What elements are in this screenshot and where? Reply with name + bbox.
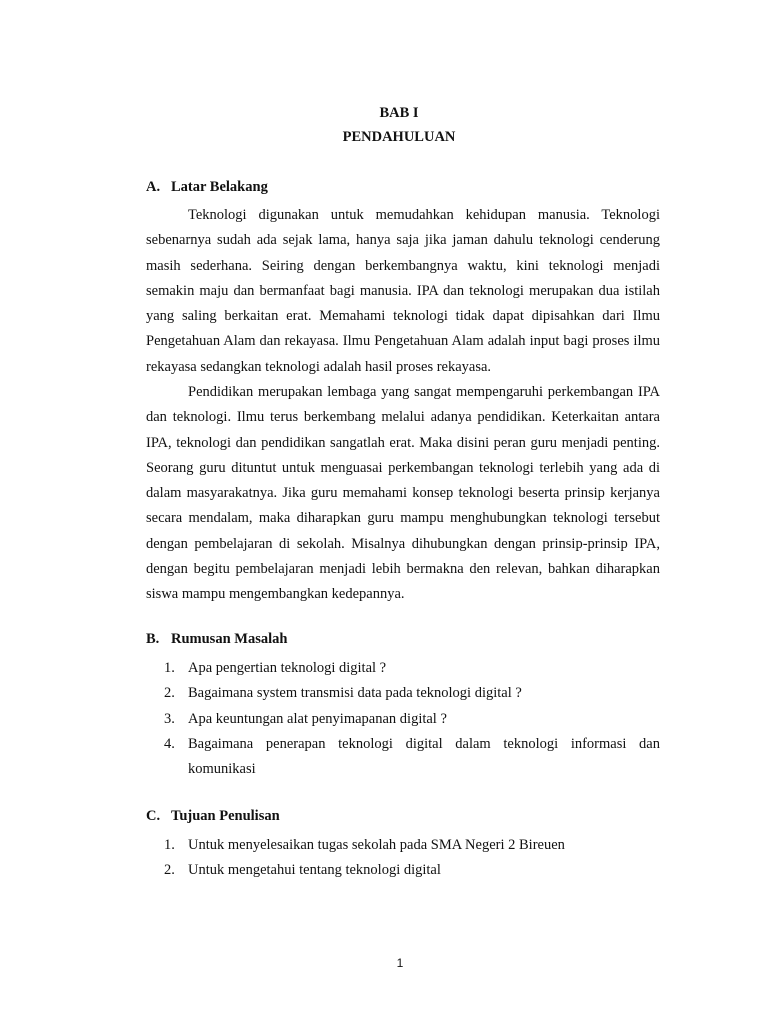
section-letter: B.: [146, 631, 160, 647]
section-heading-tujuan-penulisan: [146, 808, 280, 825]
paragraph-latar-belakang-1: Teknologi digunakan untuk memudahkan kehidupan manusia. Teknologi sebenarnya sudah ada sejak lama, hanya saja jika jaman dahulu teknologi cenderung masih sederhana. Seiring dengan berkembangnya waktu, kini teknologi menjadi semakin maju dan bermanfaat bagi manusia. IPA dan teknologi merupakan dua istilah yang saling berkaitan erat. Memahami teknologi tidak dapat dipisahkan dari Ilmu Pengetahuan Alam dan rekayasa. Ilmu Pengetahuan Alam adalah input bagi proses ilmu rekayasa sedangkan teknologi adalah hasil proses rekayasa.: [146, 207, 660, 375]
list-number: 1.: [164, 837, 175, 853]
chapter-number: BAB I: [379, 105, 419, 121]
list-text: Apa pengertian teknologi digital ?: [188, 660, 387, 676]
list-item: [164, 656, 660, 681]
list-text: Apa keuntungan alat penyimapanan digital ?: [188, 710, 447, 727]
list-item: [164, 858, 660, 883]
paragraph-latar-belakang-2: Pendidikan merupakan lembaga yang sangat mempengaruhi perkembangan IPA dan teknologi. Ilmu terus berkembang melalui adanya pendidikan. Keterkaitan antara IPA, teknologi dan pendidikan sangatlah erat. Maka disini peran guru menjadi penting. Seorang guru dituntut untuk menguasai perkembangan teknologi terlebih yang ada di dalam masyarakatnya. Jika guru memahami konsep teknologi beserta prinsip kerjanya secara mendalam, maka diharapkan guru mampu menghubungkan teknologi tersebut dengan pembelajaran di sekolah. Misalnya dihubungkan dengan prinsip-prinsip IPA, dengan begitu pembelajaran menjadi lebih bermakna den relevan, bahkan diharapkan siswa mampu mengembangkan kedepannya.: [146, 384, 660, 603]
tujuan-penulisan-list: [164, 833, 660, 884]
section-title: Latar Belakang: [171, 179, 268, 195]
page-number: 1: [396, 956, 404, 970]
list-item: [164, 833, 660, 858]
list-item: [164, 707, 660, 732]
chapter-title: PENDAHULUAN: [342, 129, 456, 145]
section-title: Tujuan Penulisan: [171, 808, 280, 824]
list-item: [164, 732, 660, 783]
section-letter: A.: [146, 179, 161, 195]
list-number: 3.: [164, 710, 175, 727]
section-title: Rumusan Masalah: [171, 631, 288, 647]
list-number: 2.: [164, 685, 175, 702]
section-heading-rumusan-masalah: [146, 631, 287, 648]
rumusan-masalah-list: [164, 656, 660, 782]
list-number: 1.: [164, 660, 175, 676]
list-number: 2.: [164, 862, 175, 879]
list-item: [164, 681, 660, 706]
list-text: Untuk menyelesaikan tugas sekolah pada SMA Negeri 2 Bireuen: [188, 837, 565, 853]
list-text: Bagaimana system transmisi data pada teknologi digital ?: [188, 685, 522, 702]
list-text: Untuk mengetahui tentang teknologi digital: [188, 862, 441, 879]
list-text: Bagaimana penerapan teknologi digital dalam teknologi informasi dan komunikasi: [188, 735, 660, 778]
section-letter: C.: [146, 808, 161, 824]
list-number: 4.: [164, 735, 175, 752]
section-heading-latar-belakang: [146, 179, 268, 196]
